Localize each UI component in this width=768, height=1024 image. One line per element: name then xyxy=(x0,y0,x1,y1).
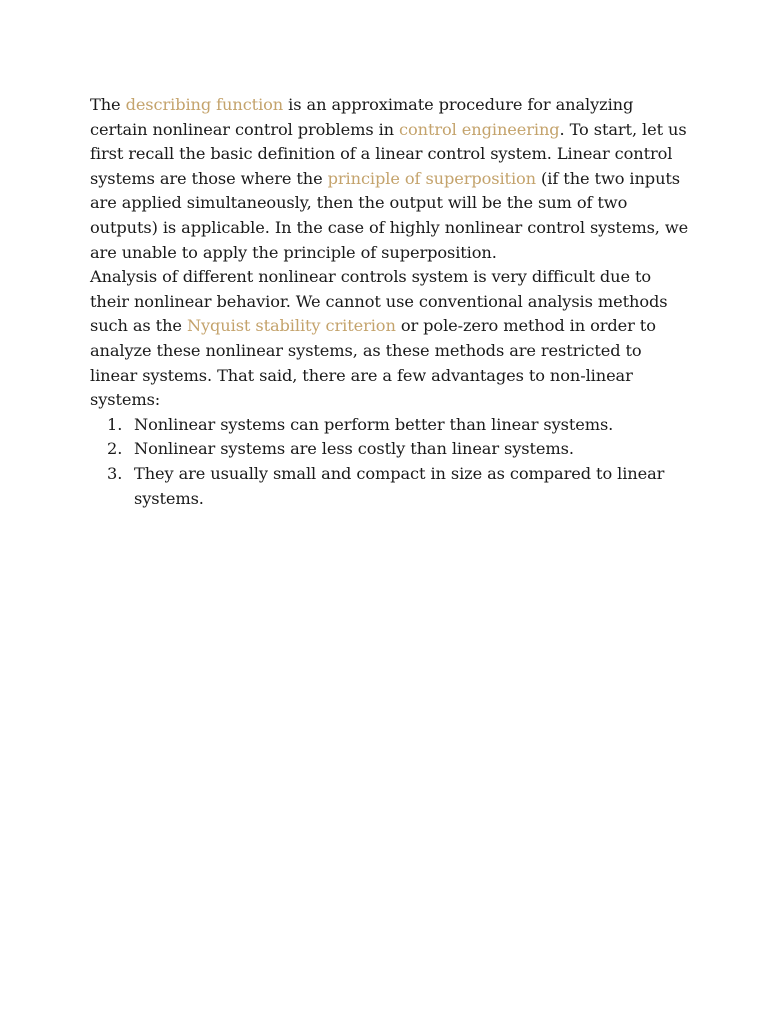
list-item-text: Nonlinear systems can perform better than linear systems. xyxy=(134,414,614,434)
intro-text-3: . To start, let us first recall the basic definition of a linear control system. Linear control systems are those where the xyxy=(90,119,687,188)
intro-text-1: The xyxy=(90,95,126,114)
list-item-text: Nonlinear systems are less costly than linear systems. xyxy=(134,439,574,459)
list-item xyxy=(90,462,690,511)
describing-function-link[interactable]: describing function xyxy=(125,95,284,114)
list-item xyxy=(90,437,690,462)
list-item-number: 2. xyxy=(107,439,123,459)
nyquist-criterion-link[interactable]: Nyquist stability criterion xyxy=(186,316,396,336)
advantages-list xyxy=(90,413,690,511)
intro-paragraph xyxy=(90,93,690,265)
intro-text-2: is an approximate procedure for analyzing certain nonlinear control problems in xyxy=(90,95,634,139)
list-item xyxy=(90,413,690,438)
analysis-text-1: Analysis of different nonlinear controls system is very difficult due to their nonlinear behavior. We cannot use conventional analysis methods such as the xyxy=(90,267,668,336)
superposition-link[interactable]: principle of superposition xyxy=(327,168,537,188)
analysis-paragraph xyxy=(90,265,690,413)
document-body xyxy=(90,93,690,511)
intro-text-4: (if the two inputs are applied simultaneously, then the output will be the sum of two outputs) is applicable. In the case of highly nonlinear control systems, we are unable to apply the principle of superposition. xyxy=(90,168,689,262)
list-item-number: 3. xyxy=(107,463,123,483)
control-engineering-link[interactable]: control engineering xyxy=(399,119,560,139)
analysis-text-2: or pole-zero method in order to analyze these nonlinear systems, as these methods are restricted to linear systems. That said, there are a few advantages to non-linear systems: xyxy=(90,316,656,410)
list-item-text: They are usually small and compact in size as compared to linear systems. xyxy=(134,463,665,508)
list-item-number: 1. xyxy=(107,414,123,434)
